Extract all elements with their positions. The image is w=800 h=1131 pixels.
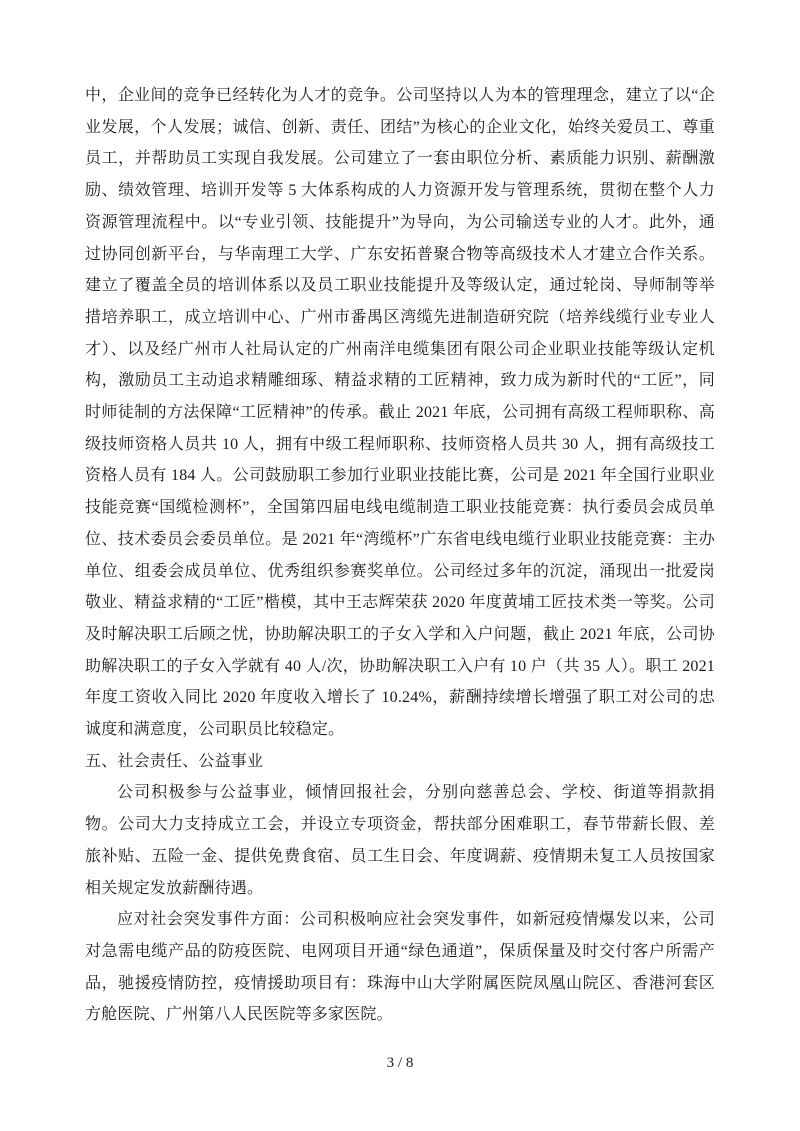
- paragraph-emergency-response: 应对社会突发事件方面：公司积极响应社会突发事件，如新冠疫情爆发以来，公司对急需电缆产品的防疫医院、电网项目开通“绿色通道”，保质保量及时交付客户所需产品，驰援疫情防控，疫情援助项目有：珠海中山大学附属医院凤凰山院区、香港河套区方舱医院、广州第八人民医院等多家医院。: [85, 911, 715, 1024]
- section-heading-social-responsibility: 五、社会责任、公益事业: [85, 752, 264, 770]
- page-content: [85, 80, 715, 1031]
- page-number: 3 / 8: [386, 1055, 414, 1071]
- paragraph-talent-hr-development: 中，企业间的竞争已经转化为人才的竞争。公司坚持以人为本的管理理念，建立了以“企业发展，个人发展；诚信、创新、责任、团结”为核心的企业文化，始终关爱员工、尊重员工，并帮助员工实现自我发展。公司建立了一套由职位分析、素质能力识别、薪酬激励、绩效管理、培训开发等 5 大体系构成的人力资源开发与管理系统，贯彻在整个人力资源管理流程中。以“专业引领、技能提升”为导向，为公司输送专业的人才。此外，通过协同创新平台，与华南理工大学、广东安拓普聚合物等高级技术人才建立合作关系。建立了覆盖全员的培训体系以及员工职业技能提升及等级认定，通过轮岗、导师制等举措培养职工，成立培训中心、广州市番禺区湾缆先进制造研究院（培养线缆行业专业人才）、以及经广州市人社局认定的广州南洋电缆集团有限公司企业职业技能等级认定机构，激励员工主动追求精雕细琢、精益求精的工匠精神，致力成为新时代的“工匠”，同时师徒制的方法保障“工匠精神”的传承。截止 2021 年底，公司拥有高级工程师职称、高级技师资格人员共 10 人，拥有中级工程师职称、技师资格人员共 30 人，拥有高级技工资格人员有 184 人。公司鼓励职工参加行业职业技能比赛，公司是 2021 年全国行业职业技能竞赛“国缆检测杯”，全国第四届电线电缆制造工职业技能竞赛：执行委员会成员单位、技术委员会委员单位。是 2021 年“湾缆杯”广东省电线电缆行业职业技能竞赛：主办单位、组委会成员单位、优秀组织参赛奖单位。公司经过多年的沉淀，涌现出一批爱岗敬业、精益求精的“工匠”楷模，其中王志辉荣获 2020 年度黄埔工匠技术类一等奖。公司及时解决职工后顾之忧，协助解决职工的子女入学和入户问题，截止 2021 年底，公司协助解决职工的子女入学就有 40 人/次，协助解决职工入户有 10 户（共 35 人）。职工 2021 年度工资收入同比 2020 年度收入增长了 10.24%，薪酬持续增长增强了职工对公司的忠诚度和满意度，公司职员比较稳定。: [85, 87, 715, 739]
- paragraph-charity-welfare: 公司积极参与公益事业，倾情回报社会，分别向慈善总会、学校、街道等捐款捐物。公司大力支持成立工会，并设立专项资金，帮扶部分困难职工，春节带薪长假、差旅补贴、五险一金、提供免费食宿、员工生日会、年度调薪、疫情期未复工人员按国家相关规定发放薪酬待遇。: [85, 784, 715, 897]
